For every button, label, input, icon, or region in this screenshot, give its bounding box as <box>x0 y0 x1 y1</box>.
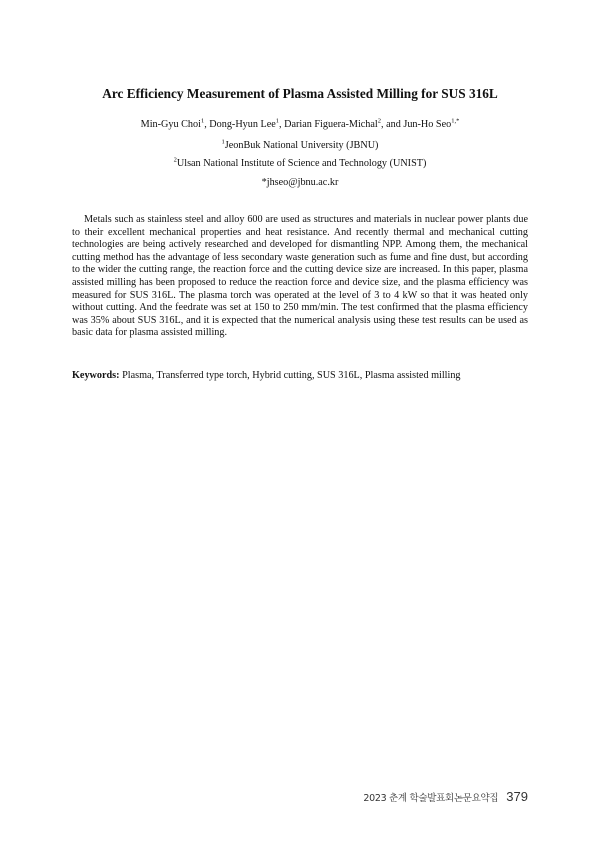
keywords-label: Keywords: <box>72 370 120 381</box>
author-separator: , and <box>381 119 404 130</box>
author-name: Jun-Ho Seo <box>403 119 452 130</box>
author-list <box>0 119 600 130</box>
affiliation-2 <box>0 158 600 169</box>
page-footer <box>363 789 528 804</box>
affiliation-1 <box>0 140 600 151</box>
affiliation-text: Ulsan National Institute of Science and Technology (UNIST) <box>176 158 427 169</box>
keywords-line <box>72 370 528 381</box>
corresponding-email: *jhseo@jbnu.ac.kr <box>261 177 339 188</box>
conference-name: 2023 춘계 학술발표회논문요약집 <box>363 793 499 804</box>
author-name: Dong-Hyun Lee <box>209 119 276 130</box>
author-superscript: 1 <box>200 117 205 125</box>
affiliation-superscript: 1 <box>221 138 225 146</box>
abstract-paragraph: Metals such as stainless steel and alloy 600 are used as structures and materials in nuclear power plants due to their excellent mechanical properties and heat resistance. And recently thermal and mechanical cutting technologies are being actively researched and developed for dismantling NPP. Among them, the mechanical cutting method has the advantage of less secondary waste generation such as fume and fine dust, but according to the wider the cutting range, the reaction force and the cutting device size are increased. In this paper, plasma assisted milling has been proposed to reduce the reaction force and device size, and the plasma efficiency was measured for SUS 316L. The plasma torch was operated at the level of 3 to 4 kW so that it was heated only without cutting. And the feedrate was set at 150 to 250 mm/min. The test confirmed that the plasma efficiency was 35% about SUS 316L, and it is expected that the numerical analysis using these test results can be used as basic data for plasma assisted milling. <box>72 214 528 339</box>
author-name: Min-Gyu Choi <box>140 119 201 130</box>
affiliation-text: JeonBuk National University (JBNU) <box>224 140 379 151</box>
author-separator: , <box>279 119 285 130</box>
page-number: 379 <box>506 789 528 804</box>
author-superscript: 1 <box>275 117 280 125</box>
author-superscript: 2 <box>377 117 382 125</box>
keywords-text: Plasma, Transferred type torch, Hybrid cutting, SUS 316L, Plasma assisted milling <box>119 370 461 381</box>
author-separator: , <box>204 119 210 130</box>
affiliation-superscript: 2 <box>173 156 177 164</box>
author-superscript: 1,* <box>451 117 460 125</box>
paper-title: Arc Efficiency Measurement of Plasma Assisted Milling for SUS 316L <box>102 86 498 101</box>
author-name: Darian Figuera-Michal <box>284 119 378 130</box>
